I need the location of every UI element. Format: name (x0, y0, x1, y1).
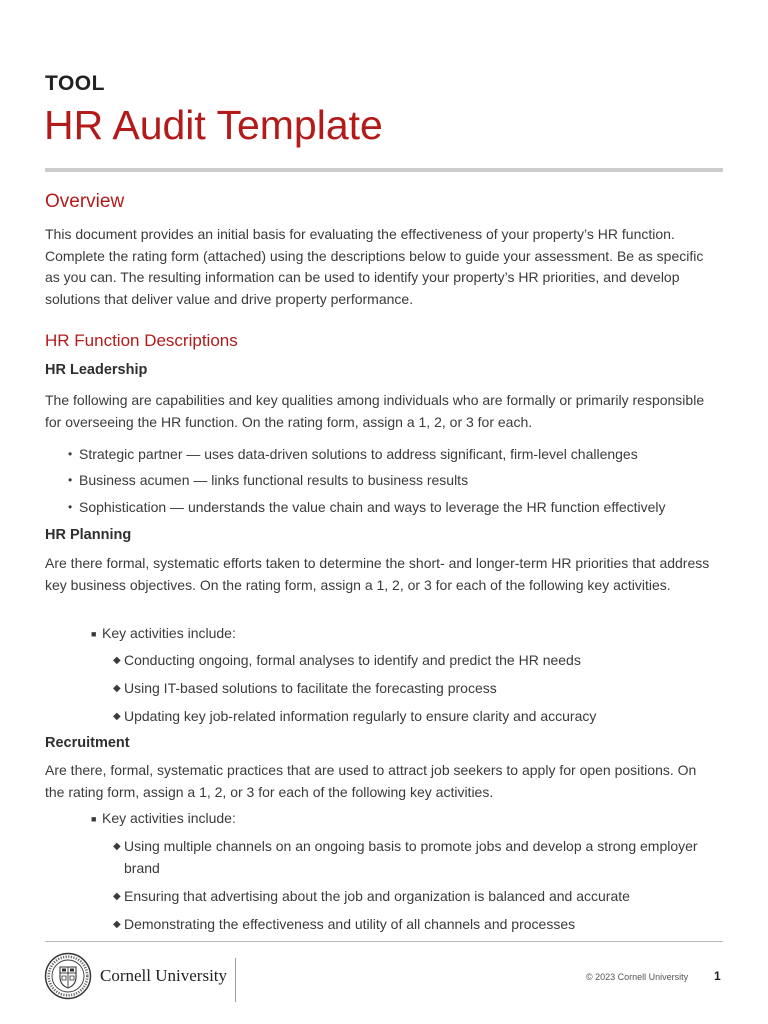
list-item: ◆ Using IT-based solutions to facilitate the forecasting process (113, 680, 497, 696)
overview-paragraph: This document provides an initial basis for evaluating the effectiveness of your property’s HR function. Complete the rating form (attached) using the descriptions below to guide your assessment. Be as specific as you can. The resulting information can be used to identify your property’s HR priorities, and develop solutions that deliver value and drive property performance. (45, 226, 704, 307)
list-item: • Strategic partner — uses data-driven solutions to address significant, firm-level challenges (68, 446, 638, 462)
university-wordmark: Cornell University (100, 966, 228, 985)
page-number: 1 (714, 969, 721, 983)
list-item: ◆ Ensuring that advertising about the job and organization is balanced and accurate (113, 888, 630, 904)
title-divider (45, 168, 723, 172)
footer-vertical-divider (235, 958, 236, 1002)
hr-planning-heading: HR Planning (45, 527, 132, 543)
list-item: ◆ Conducting ongoing, formal analyses to identify and predict the HR needs (113, 652, 581, 668)
list-item: ■ Key activities include: (91, 625, 236, 641)
recruitment-heading: Recruitment (45, 735, 130, 751)
list-item: • Sophistication — understands the value chain and ways to leverage the HR function effectively (68, 499, 666, 515)
hr-planning-paragraph: Are there formal, systematic efforts taken to determine the short- and longer-term HR priorities that address key business objectives. On the rating form, assign a 1, 2, or 3 for each of the following key activities. (45, 555, 710, 593)
list-item: ■ Key activities include: (91, 810, 236, 826)
footer-divider (45, 941, 723, 942)
page-title: HR Audit Template (44, 102, 383, 148)
list-item: ◆ Using multiple channels on an ongoing basis to promote jobs and develop a strong employer brand (113, 838, 698, 876)
document-type-label: TOOL (45, 72, 105, 95)
hr-function-descriptions-heading: HR Function Descriptions (45, 331, 238, 350)
list-item: ◆ Updating key job-related information regularly to ensure clarity and accuracy (113, 708, 597, 724)
recruitment-paragraph: Are there, formal, systematic practices that are used to attract job seekers to apply for open positions. On the rating form, assign a 1, 2, or 3 for each of the following key activities. (45, 762, 697, 800)
copyright-notice: © 2023 Cornell University (586, 972, 689, 982)
university-seal-icon (44, 952, 92, 1000)
hr-leadership-paragraph: The following are capabilities and key qualities among individuals who are formally or primarily responsible for overseeing the HR function. On the rating form, assign a 1, 2, or 3 for each. (45, 392, 705, 430)
list-item: ◆ Demonstrating the effectiveness and utility of all channels and processes (113, 916, 576, 932)
overview-heading: Overview (45, 191, 125, 212)
hr-leadership-heading: HR Leadership (45, 362, 148, 378)
list-item: • Business acumen — links functional results to business results (68, 472, 469, 488)
